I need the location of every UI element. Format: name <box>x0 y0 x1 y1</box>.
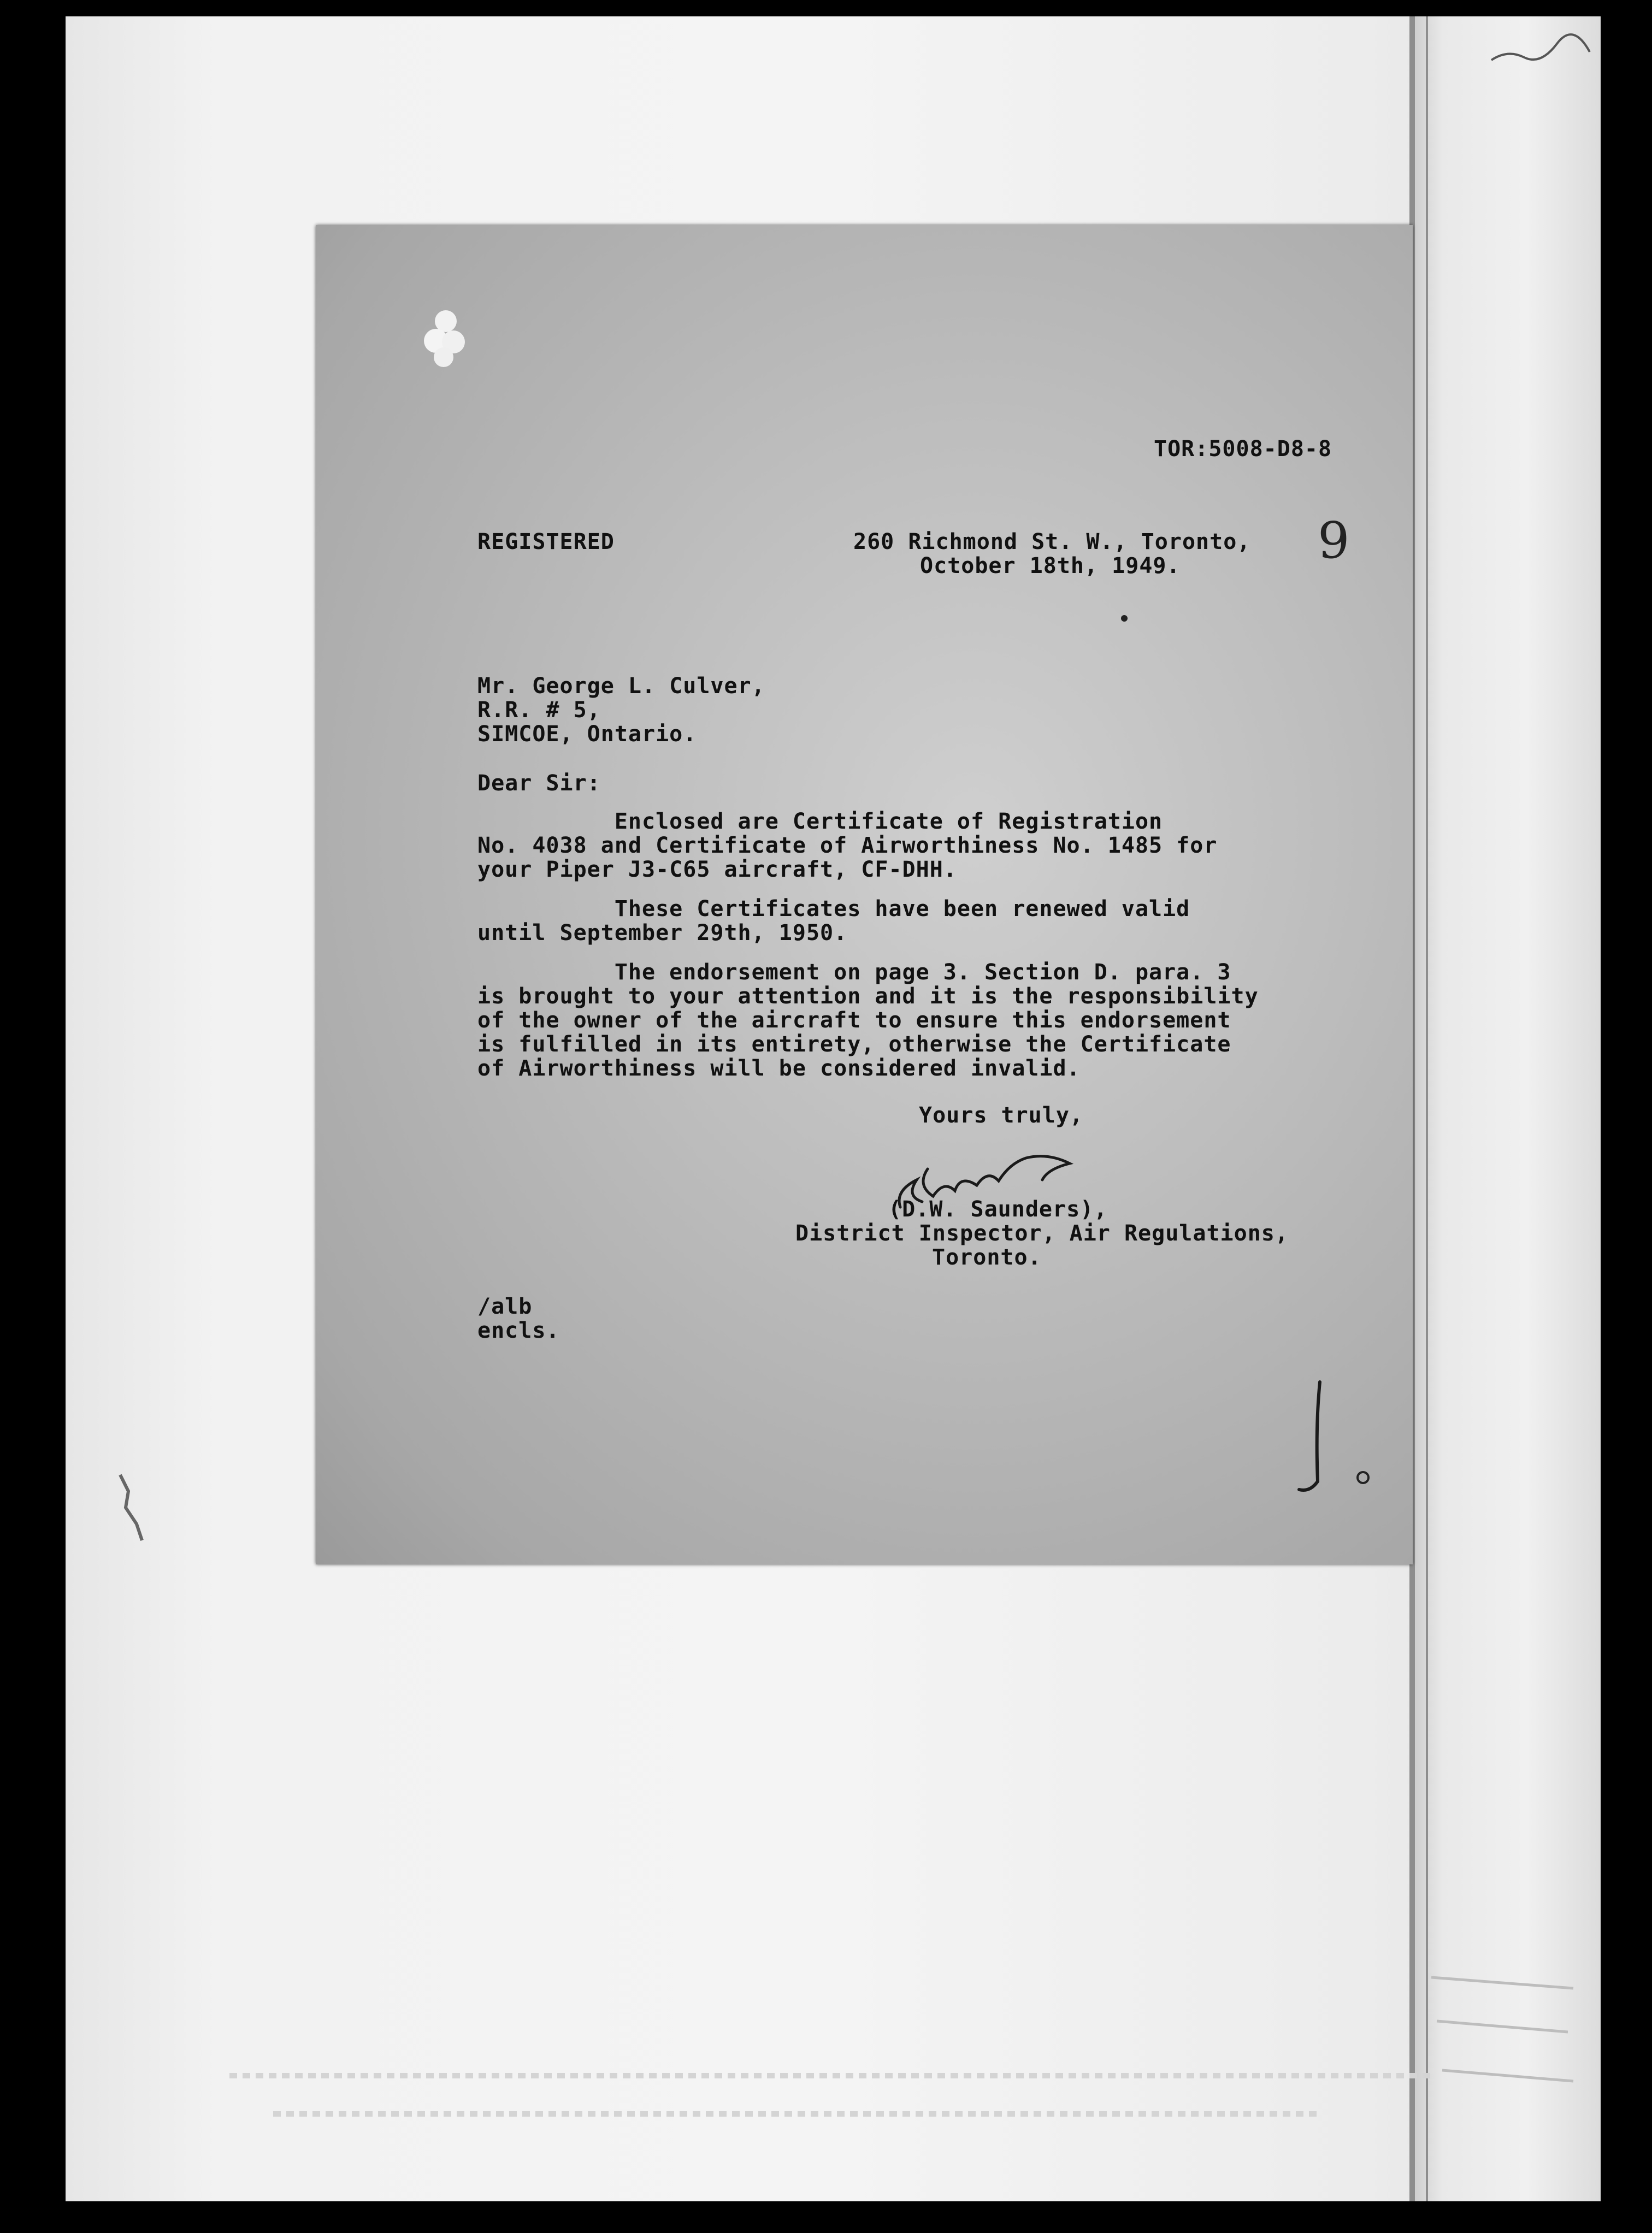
paragraph-renewal <box>477 897 1190 945</box>
paragraph-line: is brought to your attention and it is the responsibility <box>477 984 1259 1009</box>
recipient-route: R.R. # 5, <box>477 698 601 723</box>
salutation: Dear Sir: <box>477 771 601 796</box>
letter-sheet <box>316 225 1413 1564</box>
recipient-name: Mr. George L. Culver, <box>477 674 765 699</box>
scratch-mark-left <box>109 1469 158 1546</box>
letter-date: October 18th, 1949. <box>920 553 1181 578</box>
recipient-city: SIMCOE, Ontario. <box>477 722 697 747</box>
stamp-mark <box>1355 1469 1371 1486</box>
scratch-marks-bottom-right <box>1420 1956 1584 2119</box>
signer-city: Toronto. <box>932 1245 1042 1270</box>
paragraph-line: No. 4038 and Certificate of Airworthiness No. 1485 for <box>477 833 1218 858</box>
binding-edge-line <box>1426 16 1428 2201</box>
registered-label: REGISTERED <box>477 529 615 554</box>
sender-address: 260 Richmond St. W., Toronto, <box>853 529 1251 554</box>
paragraph-line: These Certificates have been renewed valid <box>477 896 1190 921</box>
paragraph-endorsement <box>477 960 1259 1080</box>
punch-holes <box>417 307 483 373</box>
file-reference: TOR:5008-D8-8 <box>1154 436 1332 462</box>
paragraph-line: of Airworthiness will be considered invalid. <box>477 1056 1081 1081</box>
paragraph-line: until September 29th, 1950. <box>477 920 848 946</box>
paragraph-certificates-enclosed <box>477 810 1217 882</box>
handwritten-page-number: 9 <box>1318 511 1350 570</box>
signer-name: (D.W. Saunders), <box>888 1197 1108 1222</box>
signer-title: District Inspector, Air Regulations, <box>795 1221 1289 1246</box>
paragraph-line: Enclosed are Certificate of Registration <box>477 809 1163 834</box>
handwritten-tally-mark <box>1277 1378 1343 1509</box>
faint-bleed-through-text <box>229 2065 1431 2141</box>
enclosures-note: encls. <box>477 1318 560 1343</box>
paragraph-line: of the owner of the aircraft to ensure this endorsement <box>477 1008 1231 1033</box>
scratch-mark-top-right <box>1486 27 1595 76</box>
paragraph-line: is fulfilled in its entirety, otherwise the Certificate <box>477 1032 1231 1057</box>
typist-initials: /alb <box>477 1294 533 1319</box>
binding-strip <box>1409 16 1601 2201</box>
paragraph-line: your Piper J3-C65 aircraft, CF-DHH. <box>477 857 957 882</box>
paragraph-line: The endorsement on page 3. Section D. para. 3 <box>477 960 1231 985</box>
ink-dot <box>1120 614 1129 623</box>
closing: Yours truly, <box>919 1103 1083 1128</box>
